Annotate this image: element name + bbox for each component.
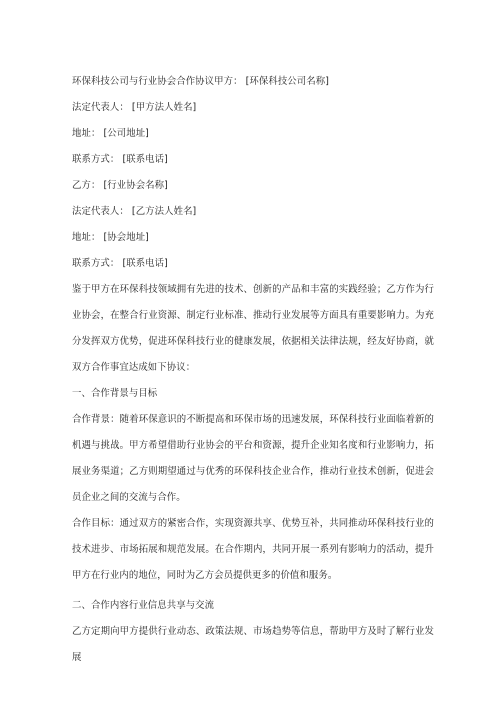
section-1-background-paragraph: 合作背景：随着环保意识的不断提高和环保市场的迅速发展，环保科技行业面临着新的机遇与挑战。甲方希望借助行业协会的平台和资源，提升企业知名度和行业影响力，拓展业务渠道；乙方则期望通过与优秀的环保科技企业合作，推动行业技术创新，促进会员企业之间的交流与合作。 — [72, 414, 434, 503]
section-1-heading: 一、合作背景与目标 — [72, 388, 158, 399]
party-b-name: 乙方： [行业协会名称] — [72, 180, 168, 191]
party-b-contact: 联系方式： [联系电话] — [72, 258, 168, 269]
party-a-contact: 联系方式： [联系电话] — [72, 154, 168, 165]
section-2-heading: 二、合作内容行业信息共享与交流 — [72, 600, 215, 611]
section-2-paragraph: 乙方定期向甲方提供行业动态、政策法规、市场趋势等信息，帮助甲方及时了解行业发展 — [72, 626, 434, 663]
document-body — [72, 69, 434, 671]
preamble-paragraph: 鉴于甲方在环保科技领域拥有先进的技术、创新的产品和丰富的实践经验；乙方作为行业协会，在整合行业资源、制定行业标准、推动行业发展等方面具有重要影响力。为充分发挥双方优势，促进环保科技行业的健康发展，依据相关法律法规，经友好协商，就双方合作事宜达成如下协议： — [72, 284, 434, 373]
party-b-address: 地址： [协会地址] — [72, 232, 149, 243]
document-title-line: 环保科技公司与行业协会合作协议甲方： [环保科技公司名称] — [72, 76, 329, 87]
party-a-legal-rep: 法定代表人： [甲方法人姓名] — [72, 102, 197, 113]
party-a-address: 地址： [公司地址] — [72, 128, 149, 139]
party-b-legal-rep: 法定代表人： [乙方法人姓名] — [72, 206, 197, 217]
section-1-goal-paragraph: 合作目标：通过双方的紧密合作，实现资源共享、优势互补，共同推动环保科技行业的技术进步、市场拓展和规范发展。在合作期内，共同开展一系列有影响力的活动，提升甲方在行业内的地位，同时为乙方会员提供更多的价值和服务。 — [72, 518, 434, 581]
